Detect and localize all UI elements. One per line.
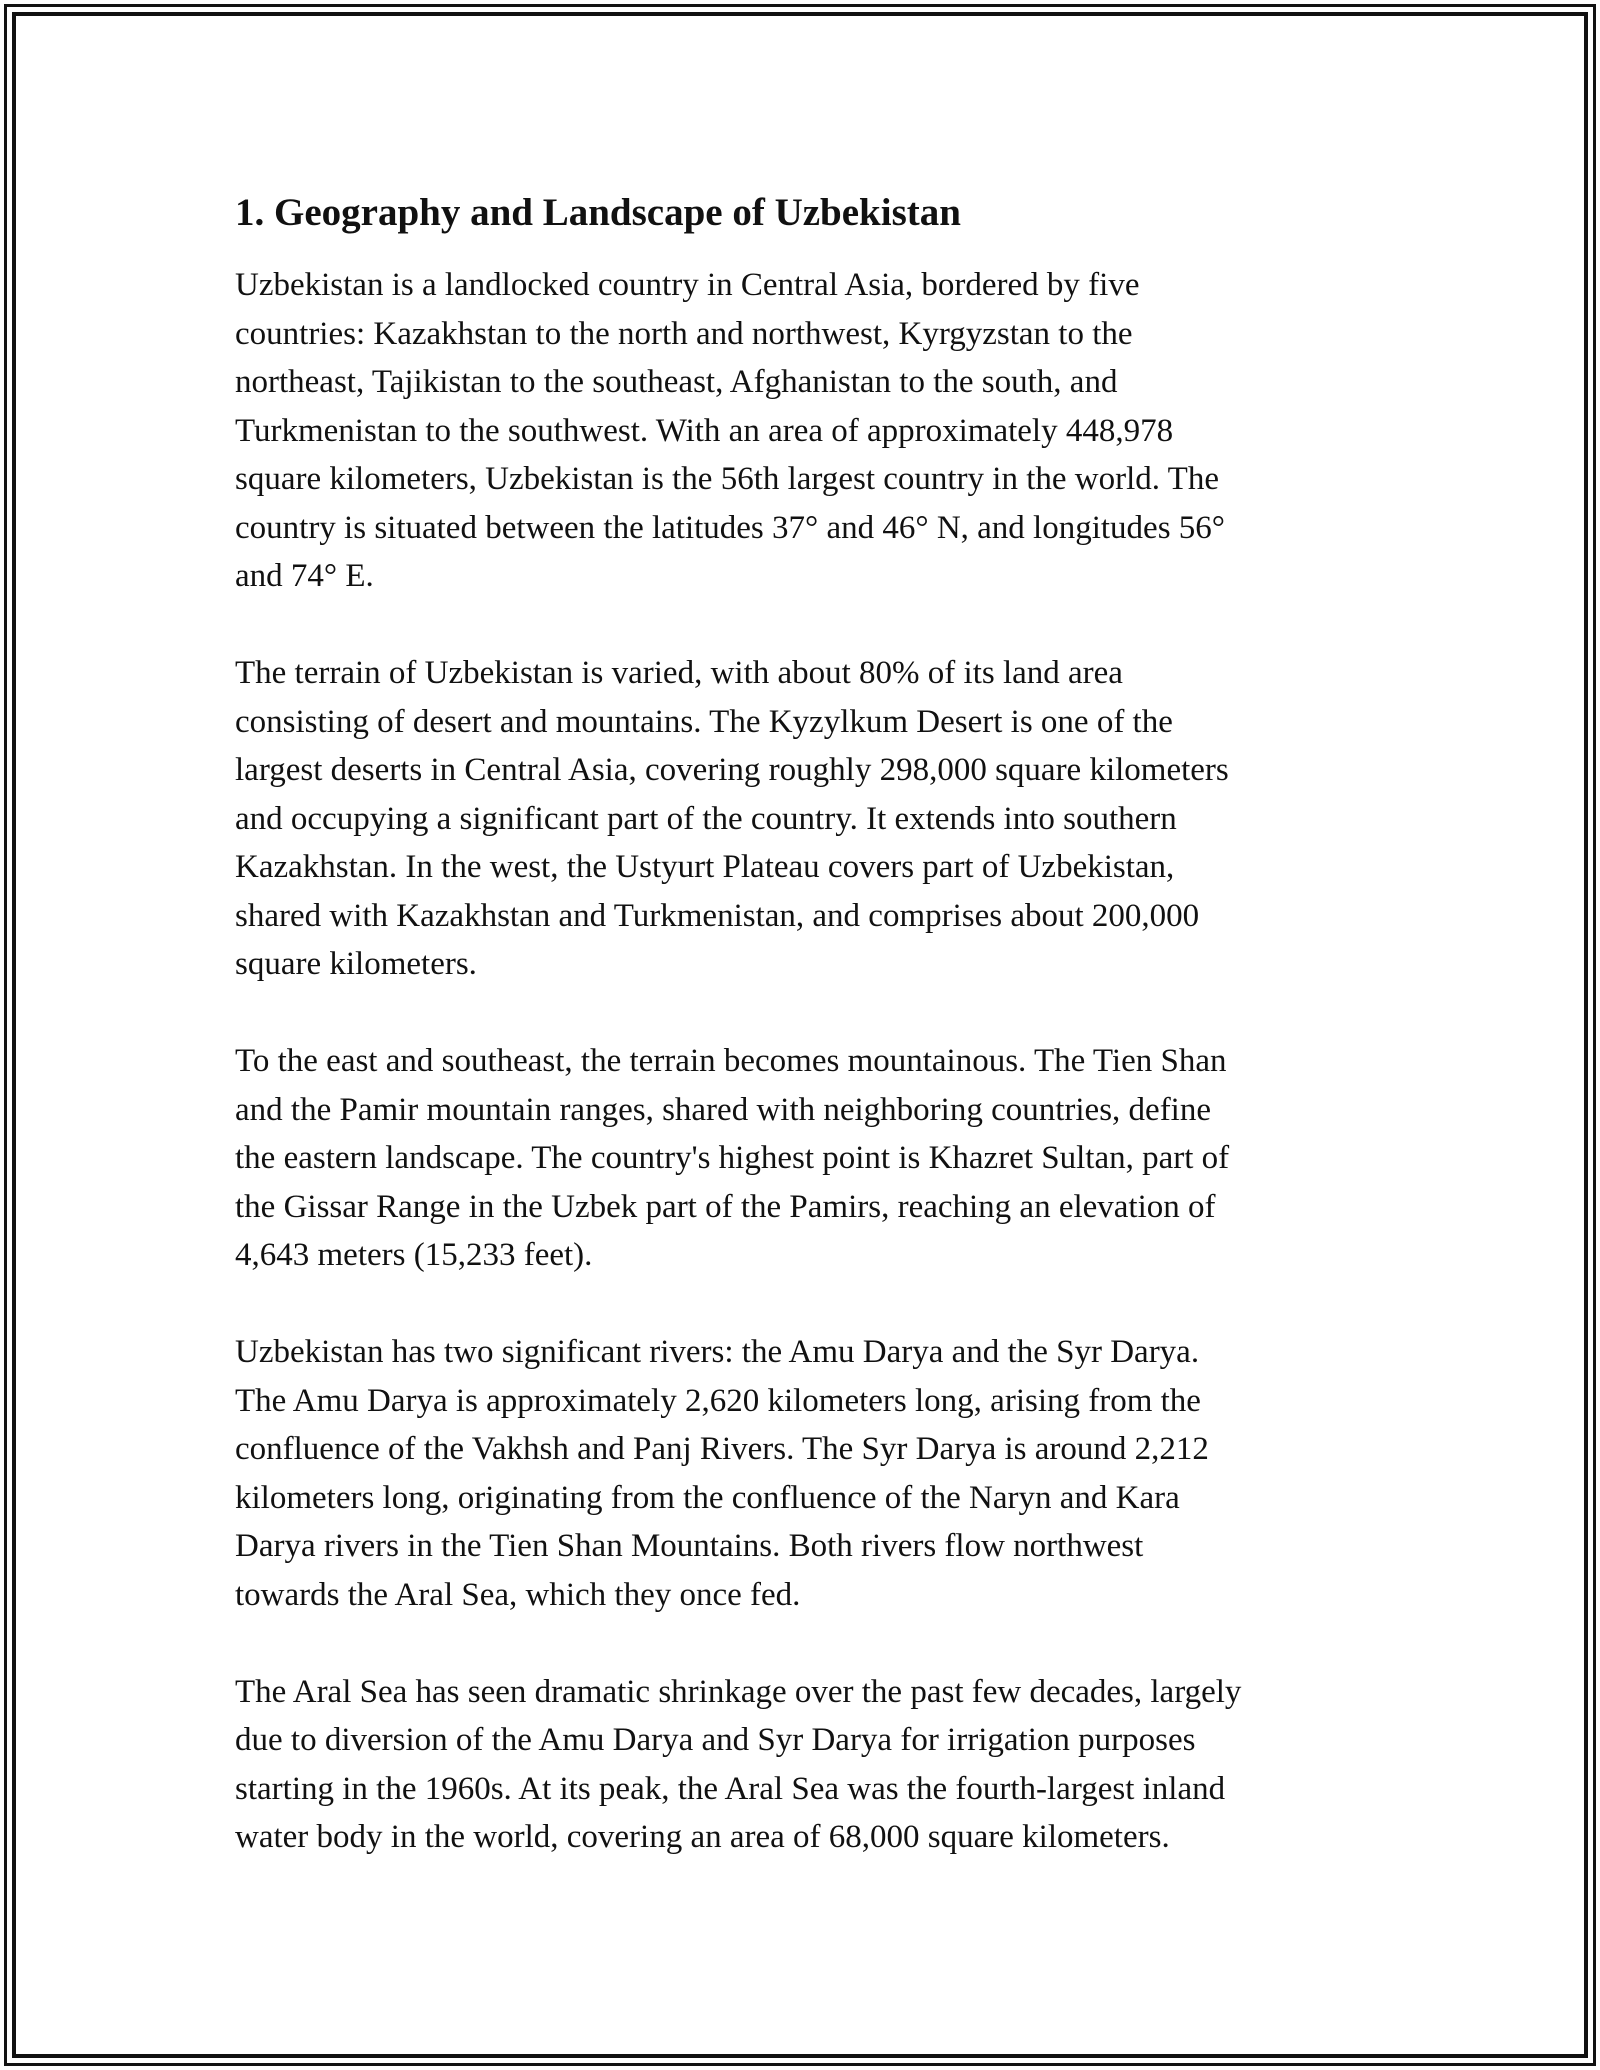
text-line: and occupying a significant part of the country. It extends into southern [235, 800, 1177, 837]
text-line: and the Pamir mountain ranges, shared with neighboring countries, define [235, 1091, 1211, 1128]
text-line: starting in the 1960s. At its peak, the Aral Sea was the fourth-largest inland [235, 1770, 1226, 1807]
text-line: towards the Aral Sea, which they once fed. [235, 1576, 801, 1613]
text-line: Uzbekistan is a landlocked country in Central Asia, bordered by five [235, 267, 1140, 303]
text-line: northeast, Tajikistan to the southeast, Afghanistan to the south, and [235, 364, 1118, 400]
text-line: confluence of the Vakhsh and Panj Rivers. The Syr Darya is around 2,212 [235, 1431, 1209, 1467]
document-body [235, 185, 1365, 1910]
text-line: Turkmenistan to the southwest. With an area of approximately 448,978 [235, 412, 1174, 449]
text-line: The terrain of Uzbekistan is varied, with about 80% of its land area [235, 655, 1123, 691]
paragraph-location [235, 261, 1365, 601]
text-line: The Aral Sea has seen dramatic shrinkage over the past few decades, largely [235, 1673, 1242, 1710]
text-line: shared with Kazakhstan and Turkmenistan, and comprises about 200,000 [235, 897, 1200, 934]
text-line: countries: Kazakhstan to the north and northwest, Kyrgyzstan to the [235, 315, 1133, 352]
text-line: Darya rivers in the Tien Shan Mountains. Both rivers flow northwest [235, 1528, 1144, 1564]
text-line: 4,643 meters (15,233 feet). [235, 1237, 593, 1273]
text-line: the eastern landscape. The country's highest point is Khazret Sultan, part of [235, 1140, 1230, 1176]
text-line: Kazakhstan. In the west, the Ustyurt Plateau covers part of Uzbekistan, [235, 849, 1175, 885]
text-line: square kilometers. [235, 946, 477, 982]
text-line: kilometers long, originating from the confluence of the Naryn and Kara [235, 1479, 1180, 1516]
text-line: Uzbekistan has two significant rivers: the Amu Darya and the Syr Darya. [235, 1334, 1200, 1370]
text-line: square kilometers, Uzbekistan is the 56th largest country in the world. The [235, 461, 1219, 497]
text-line: largest deserts in Central Asia, covering roughly 298,000 square kilometers [235, 752, 1229, 788]
text-line: The Amu Darya is approximately 2,620 kilometers long, arising from the [235, 1382, 1201, 1419]
paragraph-rivers [235, 1328, 1365, 1619]
text-line: due to diversion of the Amu Darya and Syr Darya for irrigation purposes [235, 1722, 1196, 1758]
paragraph-aral-sea [235, 1668, 1365, 1862]
text-line: water body in the world, covering an area of 68,000 square kilometers. [235, 1819, 1170, 1855]
text-line: and 74° E. [235, 558, 374, 594]
text-line: consisting of desert and mountains. The Kyzylkum Desert is one of the [235, 703, 1173, 740]
text-line: country is situated between the latitudes 37° and 46° N, and longitudes 56° [235, 509, 1225, 546]
text-line: To the east and southeast, the terrain becomes mountainous. The Tien Shan [235, 1043, 1227, 1079]
paragraph-mountains [235, 1037, 1365, 1280]
paragraph-terrain [235, 649, 1365, 989]
text-line: the Gissar Range in the Uzbek part of the Pamirs, reaching an elevation of [235, 1188, 1216, 1225]
section-heading: 1. Geography and Landscape of Uzbekistan [235, 191, 961, 234]
